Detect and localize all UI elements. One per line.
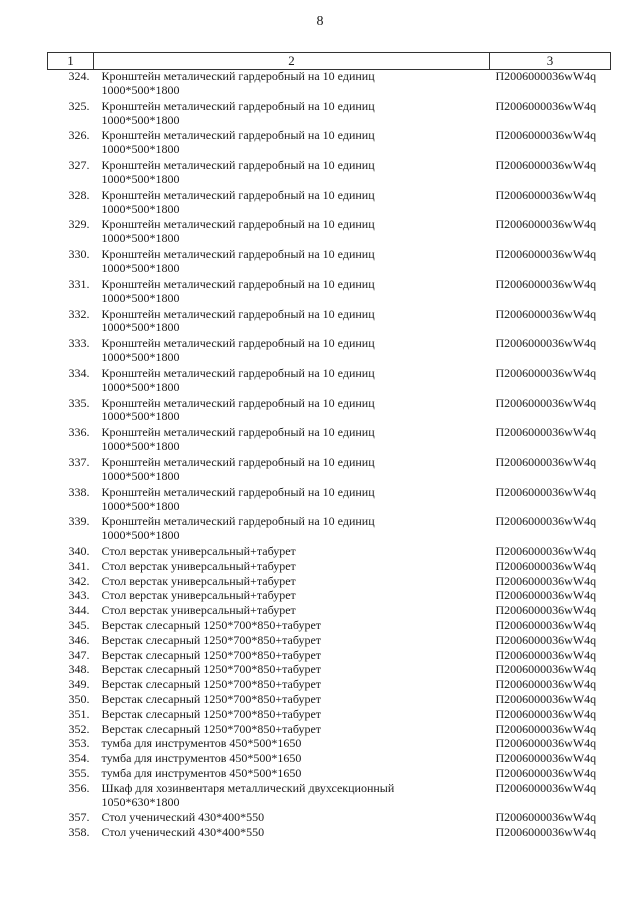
inventory-code: П2006000036wW4q bbox=[495, 247, 597, 262]
item-name: Кронштейн металический гардеробный на 10 единиц 1000*500*1800 bbox=[101, 454, 375, 483]
inventory-code: П2006000036wW4q bbox=[495, 69, 597, 83]
inventory-code: П2006000036wW4q bbox=[495, 276, 597, 291]
row-number: 351. bbox=[68, 706, 90, 721]
item-name: Верстак слесарный 1250*700*850+табурет bbox=[101, 706, 322, 721]
item-name: Кронштейн металический гардеробный на 10 единиц 1000*500*1800 bbox=[101, 217, 375, 246]
inventory-code: П2006000036wW4q bbox=[495, 721, 597, 736]
table-row bbox=[48, 308, 611, 338]
table-row bbox=[48, 248, 611, 278]
table-row bbox=[48, 486, 611, 516]
inventory-code: П2006000036wW4q bbox=[495, 706, 597, 721]
inventory-code: П2006000036wW4q bbox=[495, 336, 597, 351]
inventory-code: П2006000036wW4q bbox=[495, 98, 597, 113]
inventory-code: П2006000036wW4q bbox=[495, 647, 597, 662]
table-row bbox=[48, 159, 611, 189]
row-number: 342. bbox=[68, 573, 90, 588]
inventory-code: П2006000036wW4q bbox=[495, 810, 597, 825]
item-name: Шкаф для хозинвентаря металлический двухсекционный 1050*630*1800 bbox=[101, 780, 395, 809]
item-name: Кронштейн металический гардеробный на 10 единиц 1000*500*1800 bbox=[101, 306, 375, 335]
row-number: 333. bbox=[68, 336, 90, 351]
row-number: 336. bbox=[68, 425, 90, 440]
inventory-code: П2006000036wW4q bbox=[495, 825, 597, 840]
item-name: Кронштейн металический гардеробный на 10 единиц 1000*500*1800 bbox=[101, 69, 375, 97]
row-number: 343. bbox=[68, 588, 90, 603]
inventory-code: П2006000036wW4q bbox=[495, 484, 597, 499]
table-row bbox=[48, 723, 611, 738]
row-number: 339. bbox=[68, 514, 90, 529]
item-name: Кронштейн металический гардеробный на 10 единиц 1000*500*1800 bbox=[101, 247, 375, 276]
inventory-table bbox=[47, 52, 611, 841]
table-row bbox=[48, 560, 611, 575]
inventory-code: П2006000036wW4q bbox=[495, 425, 597, 440]
row-number: 347. bbox=[68, 647, 90, 662]
row-number: 335. bbox=[68, 395, 90, 410]
item-name: Стол верстак универсальный+табурет bbox=[101, 573, 296, 588]
row-number: 326. bbox=[68, 128, 90, 143]
inventory-code: П2006000036wW4q bbox=[495, 573, 597, 588]
table-row bbox=[48, 826, 611, 841]
item-name: тумба для инструментов 450*500*1650 bbox=[101, 736, 302, 751]
row-number: 344. bbox=[68, 603, 90, 618]
item-name: Стол ученический 430*400*550 bbox=[101, 810, 265, 825]
table-row bbox=[48, 678, 611, 693]
item-name: Верстак слесарный 1250*700*850+табурет bbox=[101, 721, 322, 736]
inventory-code: П2006000036wW4q bbox=[495, 588, 597, 603]
inventory-code: П2006000036wW4q bbox=[495, 765, 597, 780]
item-name: Стол верстак универсальный+табурет bbox=[101, 603, 296, 618]
row-number: 353. bbox=[68, 736, 90, 751]
row-number: 349. bbox=[68, 677, 90, 692]
table-header-row bbox=[48, 53, 611, 70]
inventory-code: П2006000036wW4q bbox=[495, 780, 597, 795]
item-name: Кронштейн металический гардеробный на 10 единиц 1000*500*1800 bbox=[101, 395, 375, 424]
inventory-code: П2006000036wW4q bbox=[495, 691, 597, 706]
table-row bbox=[48, 737, 611, 752]
item-name: Кронштейн металический гардеробный на 10 единиц 1000*500*1800 bbox=[101, 158, 375, 186]
row-number: 358. bbox=[68, 825, 90, 840]
inventory-code: П2006000036wW4q bbox=[495, 128, 597, 143]
table-row bbox=[48, 663, 611, 678]
inventory-code: П2006000036wW4q bbox=[495, 454, 597, 469]
row-number: 334. bbox=[68, 365, 90, 380]
table-row bbox=[48, 604, 611, 619]
item-name: Верстак слесарный 1250*700*850+табурет bbox=[101, 662, 322, 677]
row-number: 324. bbox=[68, 69, 90, 83]
table-row bbox=[48, 129, 611, 159]
page-number: 8 bbox=[316, 14, 324, 29]
inventory-code: П2006000036wW4q bbox=[495, 751, 597, 766]
item-name: Стол верстак универсальный+табурет bbox=[101, 558, 296, 573]
table-row bbox=[48, 545, 611, 560]
inventory-code: П2006000036wW4q bbox=[495, 558, 597, 573]
column-header-code: 3 bbox=[490, 53, 611, 70]
column-header-name: 2 bbox=[94, 53, 490, 70]
inventory-code: П2006000036wW4q bbox=[495, 632, 597, 647]
row-number: 345. bbox=[68, 617, 90, 632]
table-row bbox=[48, 589, 611, 604]
row-number: 346. bbox=[68, 632, 90, 647]
item-name: Кронштейн металический гардеробный на 10 единиц 1000*500*1800 bbox=[101, 98, 375, 127]
row-number: 331. bbox=[68, 276, 90, 291]
table-row bbox=[48, 575, 611, 590]
item-name: Кронштейн металический гардеробный на 10 единиц 1000*500*1800 bbox=[101, 484, 375, 513]
inventory-code: П2006000036wW4q bbox=[495, 217, 597, 232]
row-number: 337. bbox=[68, 454, 90, 469]
inventory-code: П2006000036wW4q bbox=[495, 158, 597, 173]
item-name: Кронштейн металический гардеробный на 10 единиц 1000*500*1800 bbox=[101, 276, 375, 305]
row-number: 354. bbox=[68, 751, 90, 766]
inventory-code: П2006000036wW4q bbox=[495, 395, 597, 410]
row-number: 325. bbox=[68, 98, 90, 113]
item-name: Кронштейн металический гардеробный на 10 единиц 1000*500*1800 bbox=[101, 365, 375, 394]
inventory-code: П2006000036wW4q bbox=[495, 365, 597, 380]
inventory-code: П2006000036wW4q bbox=[495, 187, 597, 202]
row-number: 338. bbox=[68, 484, 90, 499]
table-row bbox=[48, 515, 611, 545]
row-number: 340. bbox=[68, 544, 90, 558]
item-name: тумба для инструментов 450*500*1650 bbox=[101, 751, 302, 766]
table-row bbox=[48, 218, 611, 248]
item-name: тумба для инструментов 450*500*1650 bbox=[101, 765, 302, 780]
table-row bbox=[48, 649, 611, 664]
table-row bbox=[48, 70, 611, 100]
table-row bbox=[48, 367, 611, 397]
table-row bbox=[48, 278, 611, 308]
item-name: Верстак слесарный 1250*700*850+табурет bbox=[101, 632, 322, 647]
row-number: 328. bbox=[68, 187, 90, 202]
table-row bbox=[48, 100, 611, 130]
item-name: Верстак слесарный 1250*700*850+табурет bbox=[101, 617, 322, 632]
table-row bbox=[48, 752, 611, 767]
table-row bbox=[48, 619, 611, 634]
item-name: Верстак слесарный 1250*700*850+табурет bbox=[101, 647, 322, 662]
table-row bbox=[48, 767, 611, 782]
table-row bbox=[48, 708, 611, 723]
item-name: Стол верстак универсальный+табурет bbox=[101, 588, 296, 603]
row-number: 327. bbox=[68, 158, 90, 173]
table-row bbox=[48, 337, 611, 367]
inventory-code: П2006000036wW4q bbox=[495, 617, 597, 632]
row-number: 341. bbox=[68, 558, 90, 573]
item-name: Кронштейн металический гардеробный на 10 единиц 1000*500*1800 bbox=[101, 187, 375, 216]
row-number: 356. bbox=[68, 780, 90, 795]
row-number: 348. bbox=[68, 662, 90, 677]
row-number: 350. bbox=[68, 691, 90, 706]
item-name: Кронштейн металический гардеробный на 10 единиц 1000*500*1800 bbox=[101, 425, 375, 454]
inventory-code: П2006000036wW4q bbox=[495, 677, 597, 692]
item-name: Верстак слесарный 1250*700*850+табурет bbox=[101, 677, 322, 692]
inventory-table-container bbox=[47, 52, 610, 841]
table-row bbox=[48, 782, 611, 812]
item-name: Кронштейн металический гардеробный на 10 единиц 1000*500*1800 bbox=[101, 514, 375, 543]
table-row bbox=[48, 811, 611, 826]
row-number: 330. bbox=[68, 247, 90, 262]
table-row bbox=[48, 397, 611, 427]
inventory-code: П2006000036wW4q bbox=[495, 306, 597, 321]
column-header-number: 1 bbox=[48, 53, 94, 70]
table-row bbox=[48, 693, 611, 708]
item-name: Стол ученический 430*400*550 bbox=[101, 825, 265, 840]
table-row bbox=[48, 189, 611, 219]
item-name: Верстак слесарный 1250*700*850+табурет bbox=[101, 691, 322, 706]
table-row bbox=[48, 426, 611, 456]
row-number: 329. bbox=[68, 217, 90, 232]
inventory-code: П2006000036wW4q bbox=[495, 736, 597, 751]
inventory-code: П2006000036wW4q bbox=[495, 662, 597, 677]
item-name: Кронштейн металический гардеробный на 10 единиц 1000*500*1800 bbox=[101, 128, 375, 157]
inventory-code: П2006000036wW4q bbox=[495, 514, 597, 529]
table-body bbox=[48, 70, 611, 842]
item-name: Кронштейн металический гардеробный на 10 единиц 1000*500*1800 bbox=[101, 336, 375, 365]
inventory-code: П2006000036wW4q bbox=[495, 603, 597, 618]
table-row bbox=[48, 456, 611, 486]
row-number: 332. bbox=[68, 306, 90, 321]
inventory-code: П2006000036wW4q bbox=[495, 544, 597, 558]
row-number: 357. bbox=[68, 810, 90, 825]
row-number: 355. bbox=[68, 765, 90, 780]
table-row bbox=[48, 634, 611, 649]
row-number: 352. bbox=[68, 721, 90, 736]
item-name: Стол верстак универсальный+табурет bbox=[101, 544, 296, 558]
